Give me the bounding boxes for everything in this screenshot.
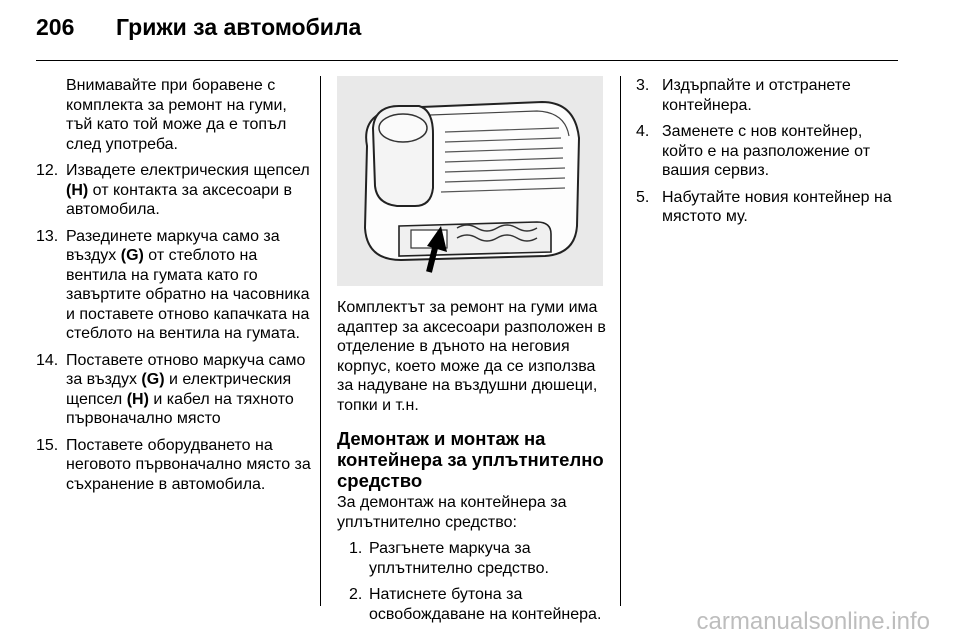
step-number: 12. xyxy=(36,162,59,179)
page-title: Грижи за автомобила xyxy=(116,14,362,40)
step-number: 1. xyxy=(349,540,363,557)
step-text: Издърпайте и отстранете контейнера. xyxy=(662,77,851,114)
step-3 xyxy=(636,76,906,115)
step-number: 5. xyxy=(636,188,650,206)
step-number: 13. xyxy=(36,227,59,245)
step-text: Поставете оборудването на неговото първоначално място за съхранение в автомобила. xyxy=(66,436,311,493)
step-14 xyxy=(36,351,316,429)
step-number: 3. xyxy=(636,77,650,94)
step-12 xyxy=(36,161,316,220)
warning-paragraph: Внимавайте при боравене с комплекта за ремонт на гуми, тъй като той може да е топъл след употреба. xyxy=(66,77,287,153)
step-text: Натиснете бутона за освобождаване на контейнера. xyxy=(369,586,602,623)
page-number: 206 xyxy=(36,14,75,40)
column-left xyxy=(36,76,316,501)
watermark: carmanualsonline.info xyxy=(696,608,930,635)
column-divider xyxy=(620,76,621,606)
section-title: Демонтаж и монтаж на контейнера за уплътнително средство xyxy=(337,428,604,491)
step-text: Набутайте новия контейнер на мястото му. xyxy=(662,188,892,225)
step-15 xyxy=(36,436,316,495)
step-5 xyxy=(636,188,906,227)
tyre-repair-kit-icon xyxy=(337,76,603,286)
step-text: Разединете маркуча само за въздух (G) от стеблото на вентила на гумата като го завъртите обратно на часовника и поставете отново капачката на стеблото на вентила на гумата. xyxy=(66,227,310,342)
step-text: Извадете електрическия щепсел (H) от контакта за аксесоари в автомобила. xyxy=(66,162,310,218)
step-1 xyxy=(337,539,607,578)
step-13 xyxy=(36,227,316,344)
step-2 xyxy=(337,585,607,624)
figure-caption: Комплектът за ремонт на гуми има адаптер за аксесоари разположен в отделение в дъното на неговия корпус, което може да се използва за надуване на въздушни дюшеци, топки и т.н. xyxy=(337,299,606,414)
section-intro: За демонтаж на контейнера за уплътнително средство: xyxy=(337,494,567,531)
column-middle xyxy=(337,76,607,631)
step-number: 2. xyxy=(349,586,363,603)
step-text: Заменете с нов контейнер, който е на разположение от вашия сервиз. xyxy=(662,123,871,179)
step-number: 4. xyxy=(636,123,650,140)
header-rule xyxy=(36,60,898,61)
step-4 xyxy=(636,122,906,181)
tyre-repair-kit-illustration xyxy=(337,76,603,286)
column-divider xyxy=(320,76,321,606)
column-right xyxy=(636,76,906,234)
step-text: Поставете отново маркуча само за въздух (G) и електрическия щепсел (H) и кабел на тяхното първоначално място xyxy=(66,351,306,427)
step-number: 14. xyxy=(36,351,59,369)
step-number: 15. xyxy=(36,436,59,454)
step-text: Разгънете маркуча за уплътнително средство. xyxy=(369,540,549,577)
